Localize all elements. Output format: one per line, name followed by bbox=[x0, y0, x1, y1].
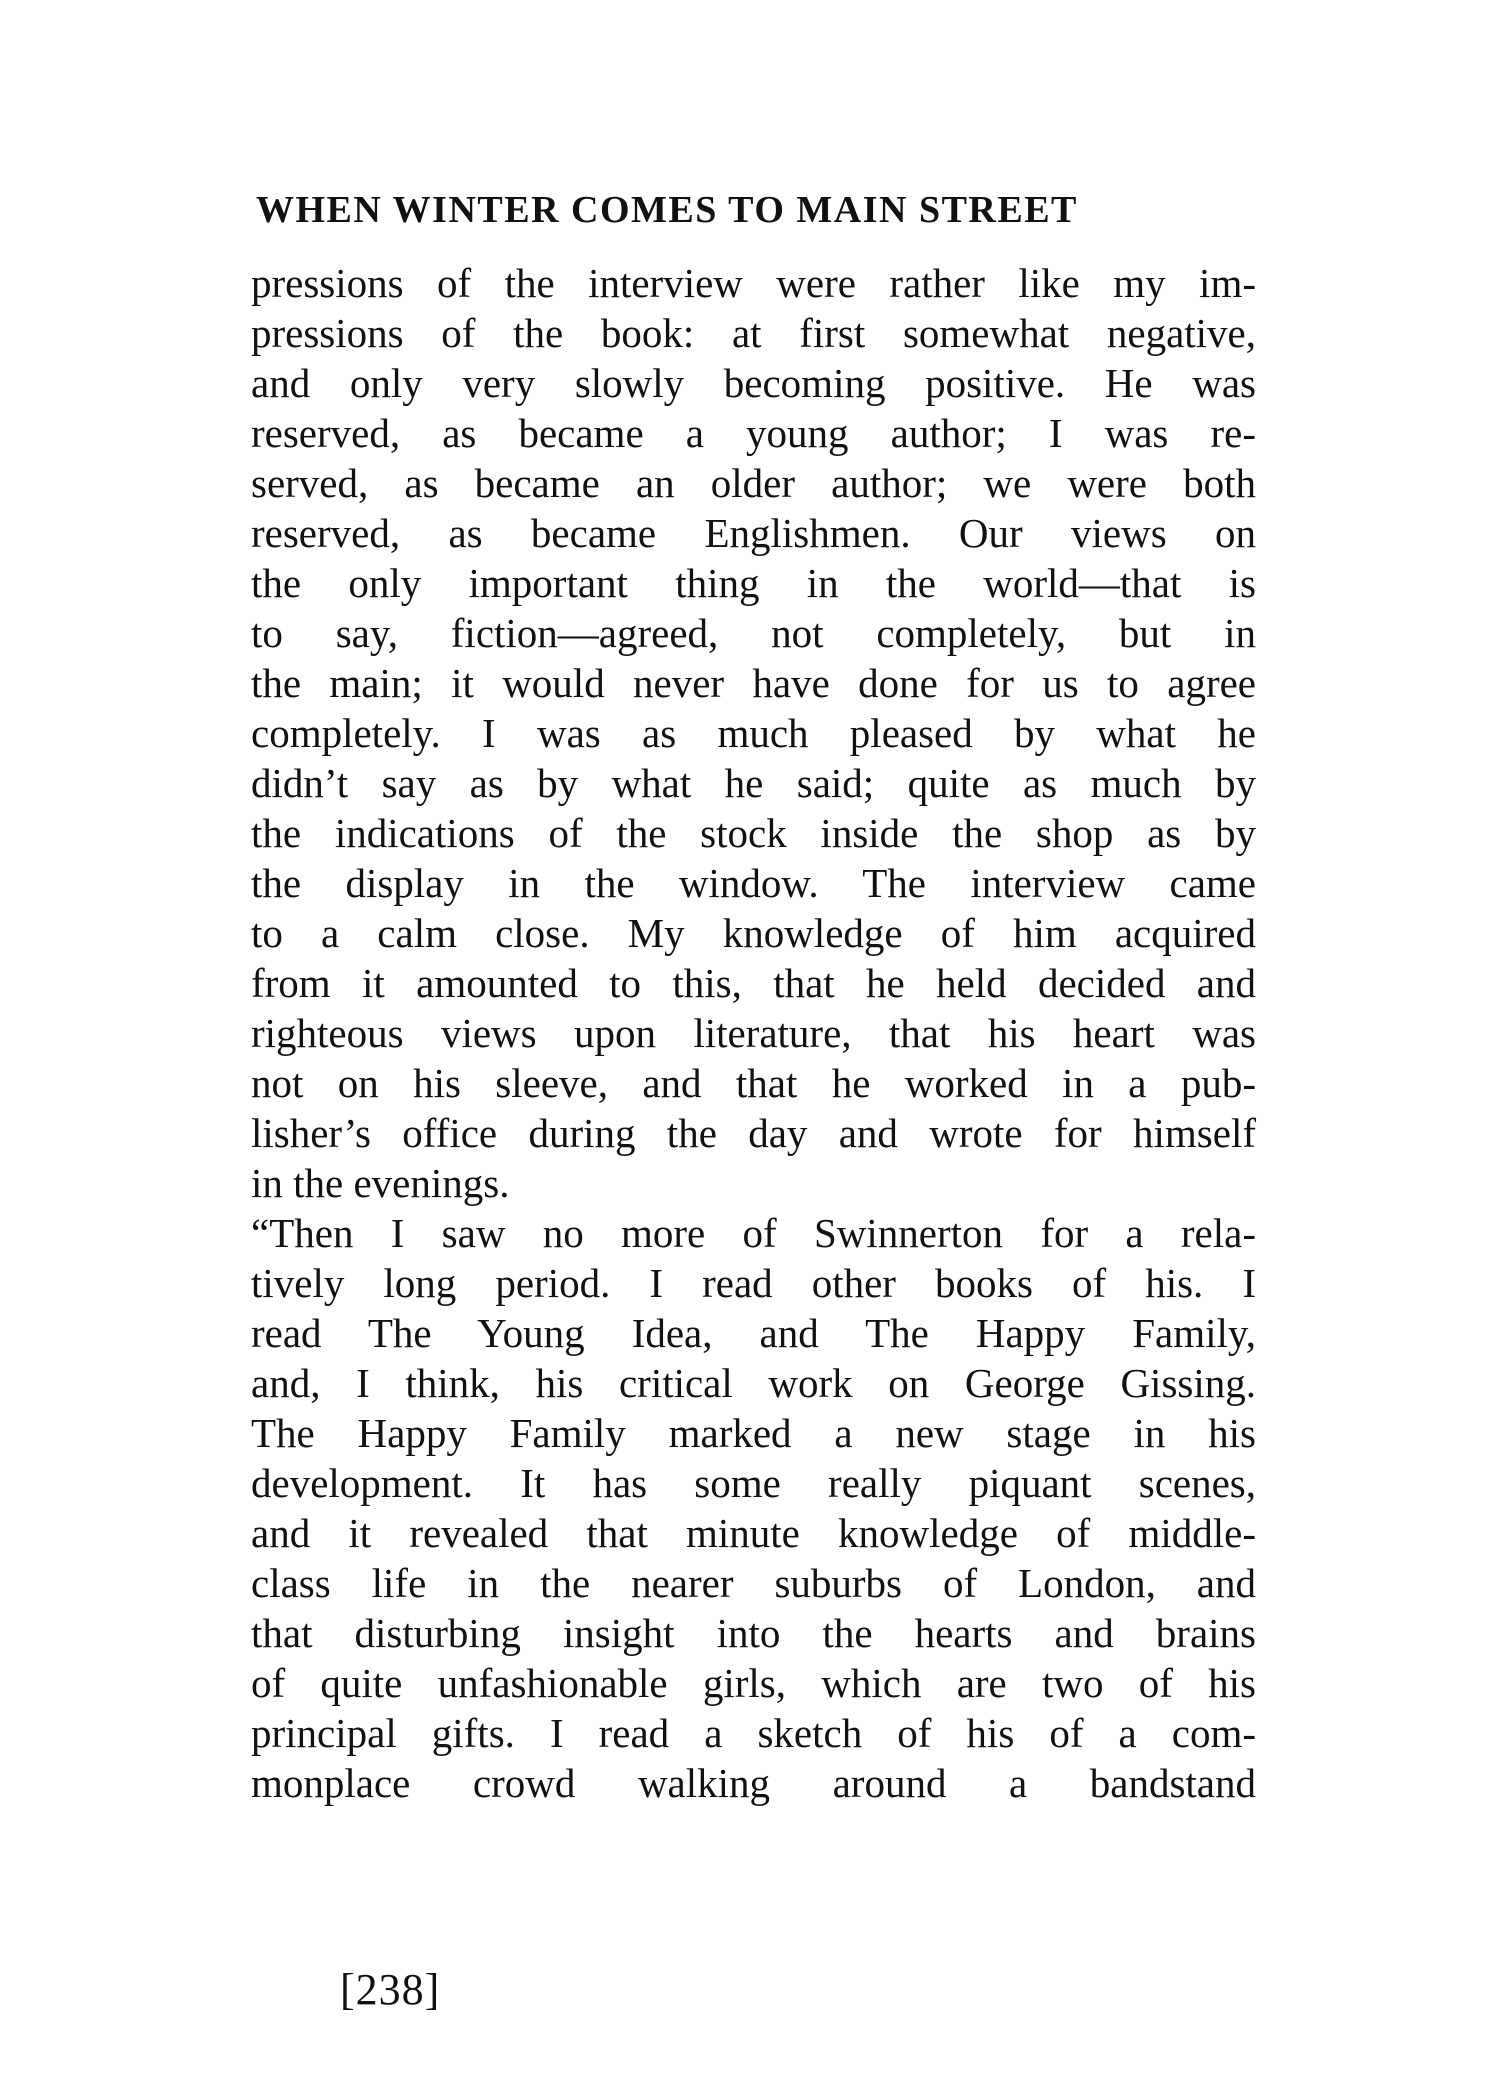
page-number: [238] bbox=[340, 1965, 441, 2014]
text-line: reserved, as became a young author; I was re- bbox=[251, 410, 1256, 456]
text-line: righteous views upon literature, that his heart was bbox=[251, 1010, 1256, 1056]
text-line: reserved, as became Englishmen. Our views on bbox=[251, 510, 1256, 556]
text-line: monplace crowd walking around a bandstand bbox=[251, 1760, 1256, 1806]
text-line: not on his sleeve, and that he worked in a pub- bbox=[251, 1060, 1256, 1106]
text-line: and it revealed that minute knowledge of middle- bbox=[251, 1510, 1256, 1556]
text-line: the indications of the stock inside the shop as by bbox=[251, 810, 1256, 856]
text-line: served, as became an older author; we were both bbox=[251, 460, 1256, 506]
text-line: completely. I was as much pleased by what he bbox=[251, 710, 1256, 756]
body-text bbox=[251, 258, 1256, 1808]
text-line: The Happy Family marked a new stage in his bbox=[251, 1410, 1256, 1456]
text-line: and, I think, his critical work on George Gissing. bbox=[251, 1360, 1256, 1406]
text-line: class life in the nearer suburbs of London, and bbox=[251, 1560, 1256, 1606]
text-line: that disturbing insight into the hearts and brains bbox=[251, 1610, 1256, 1656]
text-line: to say, fiction—agreed, not completely, but in bbox=[251, 610, 1256, 656]
text-line: and only very slowly becoming positive. He was bbox=[251, 360, 1256, 406]
text-line: principal gifts. I read a sketch of his of a com- bbox=[251, 1710, 1256, 1756]
text-line: in the evenings. bbox=[251, 1160, 510, 1206]
text-line: read The Young Idea, and The Happy Family, bbox=[251, 1310, 1256, 1356]
text-line: development. It has some really piquant scenes, bbox=[251, 1460, 1256, 1506]
text-line: lisher’s office during the day and wrote for himself bbox=[251, 1110, 1256, 1156]
text-line: tively long period. I read other books of his. I bbox=[251, 1260, 1256, 1306]
text-line: the main; it would never have done for us to agree bbox=[251, 660, 1256, 706]
text-line: the display in the window. The interview came bbox=[251, 860, 1256, 906]
text-line: the only important thing in the world—that is bbox=[251, 560, 1256, 606]
text-line: to a calm close. My knowledge of him acquired bbox=[251, 910, 1256, 956]
text-line: pressions of the interview were rather like my im- bbox=[251, 260, 1256, 306]
running-head: WHEN WINTER COMES TO MAIN STREET bbox=[256, 189, 1078, 231]
text-line: didn’t say as by what he said; quite as much by bbox=[251, 760, 1256, 806]
text-line: of quite unfashionable girls, which are two of his bbox=[251, 1660, 1256, 1706]
text-line: from it amounted to this, that he held decided and bbox=[251, 960, 1256, 1006]
text-line: pressions of the book: at first somewhat negative, bbox=[251, 310, 1256, 356]
text-line: “Then I saw no more of Swinnerton for a rela- bbox=[251, 1210, 1256, 1256]
